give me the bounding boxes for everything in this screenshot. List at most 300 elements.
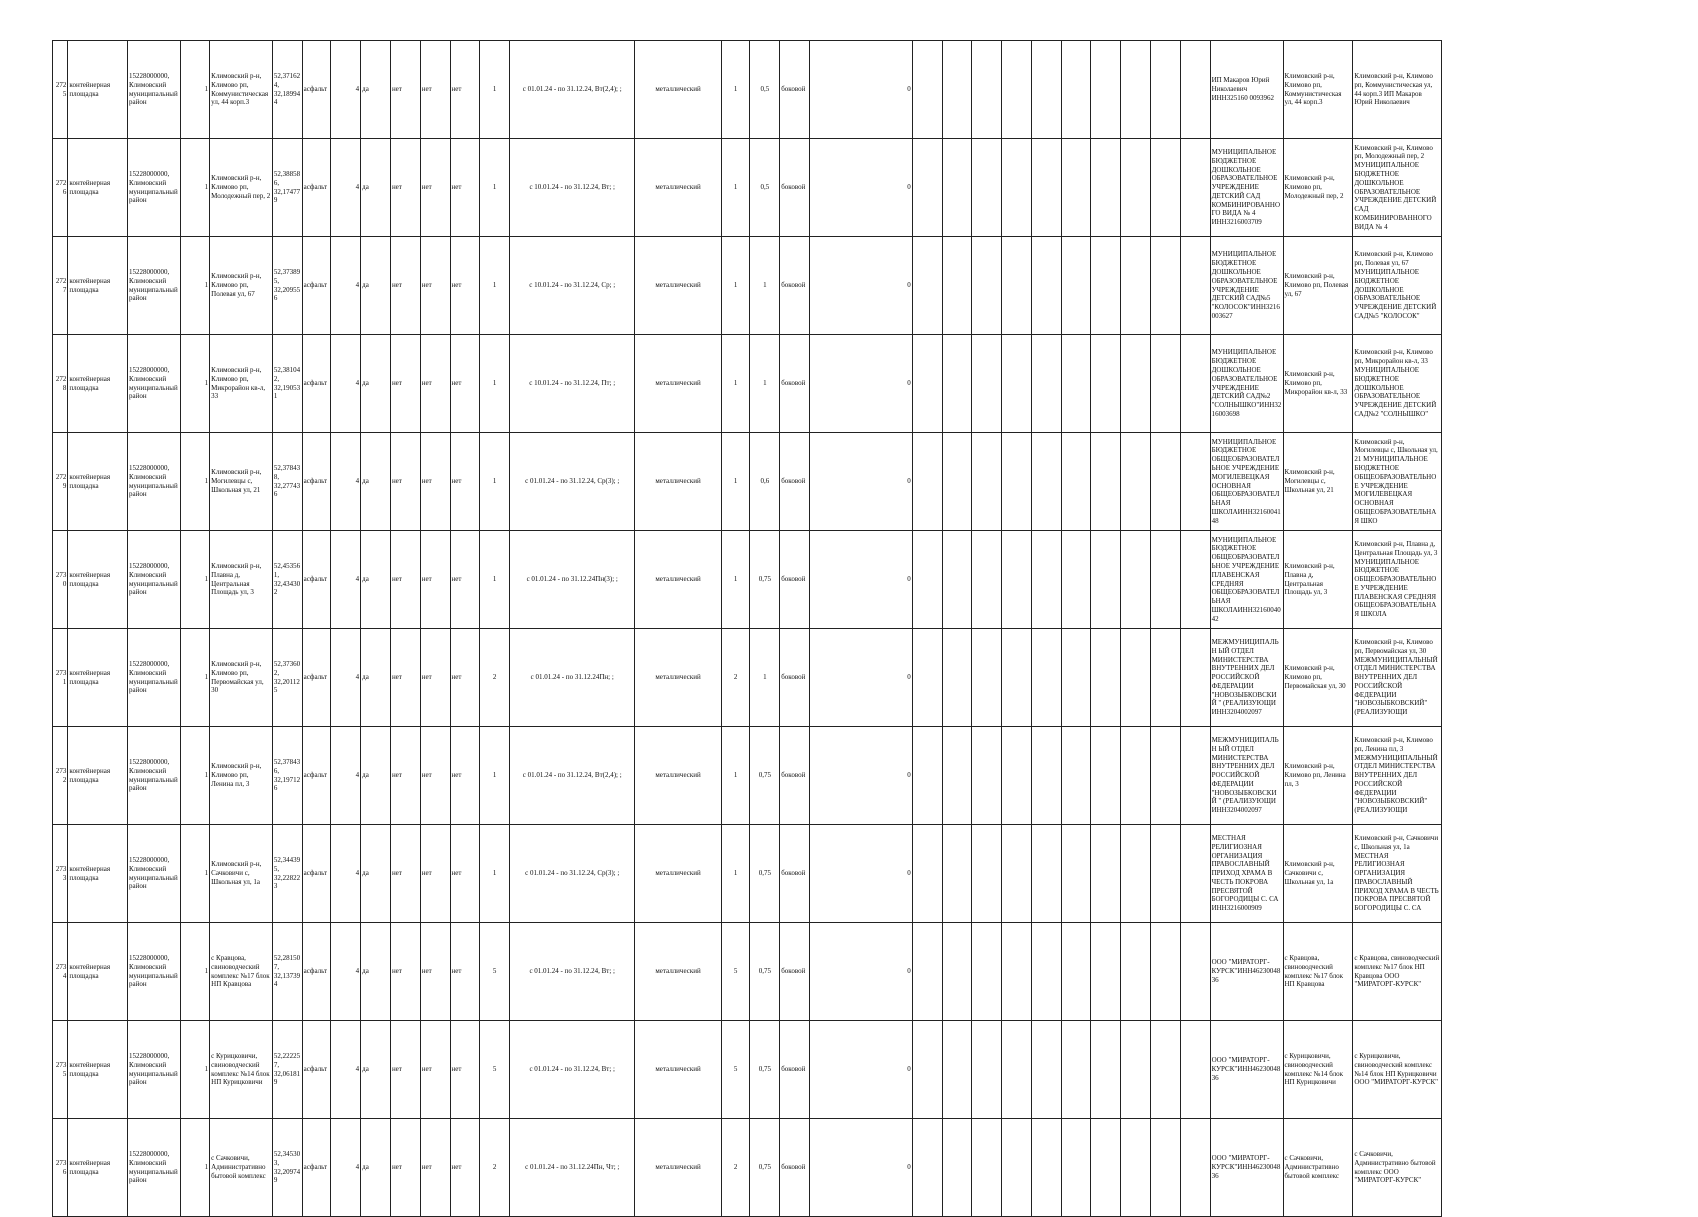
table-row <box>53 629 1442 727</box>
empty-cell <box>1151 433 1181 531</box>
owner-name: МУНИЦИПАЛЬНОЕ БЮДЖЕТНОЕ ДОШКОЛЬНОЕ ОБРАЗОВАТЕЛЬНОЕ УЧРЕЖДЕНИЕ ДЕТСКИЙ САД№2 "СОЛНЫШКО"ИНН32 16003698 <box>1210 335 1283 433</box>
container-count: 1 <box>480 433 510 531</box>
owner-name: МЕЖМУНИЦИПАЛЬН ЫЙ ОТДЕЛ МИНИСТЕРСТВА ВНУТРЕННИХ ДЕЛ РОССИЙСКОЙ ФЕДЕРАЦИИ "НОВОЗЫБКОВСКИЙ " (РЕАЛИЗУЮЩИ ИНН3204002097 <box>1210 727 1283 825</box>
container-material: металлический <box>635 41 721 139</box>
loading-type: боковой <box>780 727 810 825</box>
table-row <box>53 237 1442 335</box>
empty-cell <box>1061 629 1091 727</box>
empty-cell <box>1121 923 1151 1021</box>
owner-name: ООО "МИРАТОРГ-КУРСК"ИНН46230048 36 <box>1210 923 1283 1021</box>
surface-type: асфальт <box>302 41 331 139</box>
site-address: с Кравцова, свиноводческий комплекс №17 блок НП Кравцова <box>210 923 273 1021</box>
coordinates: 52,37360 2, 32,20112 5 <box>272 629 302 727</box>
empty-cell <box>912 923 942 1021</box>
site-address: с Сачковичи, Административно бытовой комплекс <box>210 1119 273 1217</box>
surface-type: асфальт <box>302 923 331 1021</box>
empty-cell <box>972 923 1002 1021</box>
empty-cell <box>1002 335 1032 433</box>
flag-cell-10: нет <box>450 237 480 335</box>
site-address: с Курицковичи, свиноводческий комплекс №14 блок НП Курицковичи <box>210 1021 273 1119</box>
empty-cell <box>1002 1021 1032 1119</box>
fence-flag: да <box>361 629 391 727</box>
empty-cell <box>1151 1119 1181 1217</box>
empty-cell <box>1180 923 1210 1021</box>
empty-cell <box>942 1021 972 1119</box>
loading-type: боковой <box>780 237 810 335</box>
fence-flag: да <box>361 335 391 433</box>
site-type: контейнерная площадка <box>68 237 128 335</box>
municipality: 15228000000, Климовский муниципальный район <box>127 433 180 531</box>
schedule: с 01.01.24 - по 31.12.24, Вт(2,4); ; <box>510 727 635 825</box>
empty-cell <box>942 629 972 727</box>
container-qty: 1 <box>721 531 750 629</box>
coordinates: 52,28150 7, 32,13739 4 <box>272 923 302 1021</box>
empty-cell <box>1180 629 1210 727</box>
row-number: 2733 <box>53 825 68 923</box>
owner-name: МУНИЦИПАЛЬНОЕ БЮДЖЕТНОЕ ДОШКОЛЬНОЕ ОБРАЗОВАТЕЛЬНОЕ УЧРЕЖДЕНИЕ ДЕТСКИЙ САД КОМБИНИРОВАННО ГО ВИДА № 4 ИНН3216003709 <box>1210 139 1283 237</box>
empty-cell <box>972 41 1002 139</box>
fence-flag: да <box>361 825 391 923</box>
empty-cell <box>1002 727 1032 825</box>
empty-cell <box>972 139 1002 237</box>
empty-cell <box>912 1119 942 1217</box>
flag-cell-10: нет <box>450 335 480 433</box>
roof-flag: нет <box>390 825 420 923</box>
empty-cell <box>1121 433 1151 531</box>
empty-cell <box>1031 1021 1061 1119</box>
container-volume: 0,75 <box>750 825 780 923</box>
container-qty: 1 <box>721 41 750 139</box>
empty-cell <box>1180 1021 1210 1119</box>
flag-cell-10: нет <box>450 825 480 923</box>
empty-cell <box>942 41 972 139</box>
area-value: 4 <box>331 41 361 139</box>
flag-cell: 1 <box>181 727 210 825</box>
municipality: 15228000000, Климовский муниципальный район <box>127 825 180 923</box>
schedule: с 01.01.24 - по 31.12.24, Вт; ; <box>510 1021 635 1119</box>
waste-source: Климовский р-н, Климово рп, Коммунистическая ул, 44 корп.3 ИП Макаров Юрий Николаевич <box>1353 41 1442 139</box>
fence-flag: да <box>361 531 391 629</box>
empty-cell <box>1091 335 1121 433</box>
registry-table <box>52 40 1442 1217</box>
empty-cell <box>972 629 1002 727</box>
schedule: с 01.01.24 - по 31.12.24Пн(3); ; <box>510 531 635 629</box>
zero-value: 0 <box>810 335 913 433</box>
owner-address: с Курицковичи, свиноводческий комплекс №14 блок НП Курицковичи <box>1283 1021 1353 1119</box>
flag-cell: 1 <box>181 433 210 531</box>
owner-address: Климовский р-н, Климово рп, Микрорайон кв-л, 33 <box>1283 335 1353 433</box>
fence-flag: да <box>361 1119 391 1217</box>
empty-cell <box>1031 237 1061 335</box>
flag-cell-9: нет <box>420 237 450 335</box>
container-count: 1 <box>480 41 510 139</box>
fence-flag: да <box>361 1021 391 1119</box>
flag-cell-10: нет <box>450 531 480 629</box>
site-address: Климовский р-н, Климово рп, Коммунистическая ул, 44 корп.3 <box>210 41 273 139</box>
municipality: 15228000000, Климовский муниципальный район <box>127 629 180 727</box>
schedule: с 10.01.24 - по 31.12.24, Вт; ; <box>510 139 635 237</box>
coordinates: 52,37162 4, 32,18994 4 <box>272 41 302 139</box>
table-row <box>53 531 1442 629</box>
flag-cell-10: нет <box>450 923 480 1021</box>
empty-cell <box>1002 139 1032 237</box>
flag-cell-9: нет <box>420 41 450 139</box>
empty-cell <box>942 139 972 237</box>
empty-cell <box>1091 727 1121 825</box>
empty-cell <box>972 727 1002 825</box>
empty-cell <box>1061 923 1091 1021</box>
flag-cell-10: нет <box>450 629 480 727</box>
empty-cell <box>942 531 972 629</box>
site-type: контейнерная площадка <box>68 825 128 923</box>
flag-cell-10: нет <box>450 1119 480 1217</box>
container-count: 2 <box>480 629 510 727</box>
row-number: 2735 <box>53 1021 68 1119</box>
site-address: Климовский р-н, Плавна д, Центральная Площадь ул, 3 <box>210 531 273 629</box>
container-qty: 1 <box>721 335 750 433</box>
container-material: металлический <box>635 727 721 825</box>
empty-cell <box>912 825 942 923</box>
empty-cell <box>942 1119 972 1217</box>
empty-cell <box>1002 1119 1032 1217</box>
owner-address: Климовский р-н, Климово рп, Первомайская ул, 30 <box>1283 629 1353 727</box>
municipality: 15228000000, Климовский муниципальный район <box>127 41 180 139</box>
flag-cell-9: нет <box>420 727 450 825</box>
row-number: 2726 <box>53 139 68 237</box>
empty-cell <box>1091 237 1121 335</box>
zero-value: 0 <box>810 1119 913 1217</box>
area-value: 4 <box>331 923 361 1021</box>
site-type: контейнерная площадка <box>68 727 128 825</box>
fence-flag: да <box>361 139 391 237</box>
loading-type: боковой <box>780 139 810 237</box>
empty-cell <box>1061 1021 1091 1119</box>
site-address: Климовский р-н, Могилевцы с, Школьная ул, 21 <box>210 433 273 531</box>
empty-cell <box>1061 335 1091 433</box>
empty-cell <box>942 335 972 433</box>
empty-cell <box>1180 237 1210 335</box>
container-count: 1 <box>480 237 510 335</box>
owner-name: МУНИЦИПАЛЬНОЕ БЮДЖЕТНОЕ ОБЩЕОБРАЗОВАТЕЛ ЬНОЕ УЧРЕЖДЕНИЕ ПЛАВЕНСКАЯ СРЕДНЯЯ ОБЩЕОБРАЗОВАТЕЛ ЬНАЯ ШКОЛАИНН32160040 42 <box>1210 531 1283 629</box>
schedule: с 01.01.24 - по 31.12.24Пн; ; <box>510 629 635 727</box>
surface-type: асфальт <box>302 531 331 629</box>
container-material: металлический <box>635 531 721 629</box>
site-address: Климовский р-н, Климово рп, Молодежный пер, 2 <box>210 139 273 237</box>
row-number: 2728 <box>53 335 68 433</box>
container-count: 5 <box>480 1021 510 1119</box>
site-type: контейнерная площадка <box>68 1021 128 1119</box>
empty-cell <box>1002 237 1032 335</box>
flag-cell-9: нет <box>420 629 450 727</box>
row-number: 2725 <box>53 41 68 139</box>
schedule: с 10.01.24 - по 31.12.24, Пт; ; <box>510 335 635 433</box>
waste-source: Климовский р-н, Климово рп, Первомайская ул, 30 МЕЖМУНИЦИПАЛЬНЫЙ ОТДЕЛ МИНИСТЕРСТВА ВНУТРЕННИХ ДЕЛ РОССИЙСКОЙ ФЕДЕРАЦИИ "НОВОЗЫБКОВСКИЙ" (РЕАЛИЗУЮЩИ <box>1353 629 1442 727</box>
table-row <box>53 1021 1442 1119</box>
row-number: 2727 <box>53 237 68 335</box>
flag-cell-9: нет <box>420 139 450 237</box>
flag-cell: 1 <box>181 1119 210 1217</box>
flag-cell-9: нет <box>420 335 450 433</box>
surface-type: асфальт <box>302 1021 331 1119</box>
zero-value: 0 <box>810 139 913 237</box>
flag-cell: 1 <box>181 41 210 139</box>
owner-name: ООО "МИРАТОРГ-КУРСК"ИНН46230048 36 <box>1210 1021 1283 1119</box>
empty-cell <box>1180 139 1210 237</box>
empty-cell <box>1121 629 1151 727</box>
empty-cell <box>1121 237 1151 335</box>
empty-cell <box>1031 335 1061 433</box>
empty-cell <box>912 139 942 237</box>
fence-flag: да <box>361 923 391 1021</box>
site-type: контейнерная площадка <box>68 139 128 237</box>
coordinates: 52,37843 6, 32,19712 6 <box>272 727 302 825</box>
empty-cell <box>1061 531 1091 629</box>
area-value: 4 <box>331 825 361 923</box>
municipality: 15228000000, Климовский муниципальный район <box>127 923 180 1021</box>
empty-cell <box>1121 41 1151 139</box>
empty-cell <box>1151 923 1181 1021</box>
site-address: Климовский р-н, Климово рп, Ленина пл, 3 <box>210 727 273 825</box>
container-volume: 0,75 <box>750 923 780 1021</box>
empty-cell <box>1031 531 1061 629</box>
empty-cell <box>1091 1021 1121 1119</box>
flag-cell-9: нет <box>420 433 450 531</box>
loading-type: боковой <box>780 923 810 1021</box>
roof-flag: нет <box>390 139 420 237</box>
container-volume: 0,75 <box>750 1021 780 1119</box>
loading-type: боковой <box>780 629 810 727</box>
container-volume: 0,5 <box>750 41 780 139</box>
loading-type: боковой <box>780 433 810 531</box>
empty-cell <box>972 1021 1002 1119</box>
area-value: 4 <box>331 1021 361 1119</box>
empty-cell <box>1031 727 1061 825</box>
zero-value: 0 <box>810 41 913 139</box>
row-number: 2734 <box>53 923 68 1021</box>
empty-cell <box>972 433 1002 531</box>
schedule: с 01.01.24 - по 31.12.24, Ср(3); ; <box>510 433 635 531</box>
row-number: 2730 <box>53 531 68 629</box>
table-row <box>53 825 1442 923</box>
site-type: контейнерная площадка <box>68 1119 128 1217</box>
coordinates: 52,45356 1, 32,43430 2 <box>272 531 302 629</box>
empty-cell <box>1180 825 1210 923</box>
owner-name: ООО "МИРАТОРГ-КУРСК"ИНН46230048 36 <box>1210 1119 1283 1217</box>
table-row <box>53 433 1442 531</box>
container-material: металлический <box>635 433 721 531</box>
row-number: 2729 <box>53 433 68 531</box>
table-row <box>53 727 1442 825</box>
surface-type: асфальт <box>302 825 331 923</box>
empty-cell <box>1180 335 1210 433</box>
empty-cell <box>1151 139 1181 237</box>
site-type: контейнерная площадка <box>68 335 128 433</box>
empty-cell <box>1061 139 1091 237</box>
container-material: металлический <box>635 825 721 923</box>
coordinates: 52,37843 8, 32,27743 6 <box>272 433 302 531</box>
roof-flag: нет <box>390 237 420 335</box>
container-volume: 1 <box>750 335 780 433</box>
roof-flag: нет <box>390 727 420 825</box>
zero-value: 0 <box>810 531 913 629</box>
empty-cell <box>1151 41 1181 139</box>
owner-name: МЕЖМУНИЦИПАЛЬН ЫЙ ОТДЕЛ МИНИСТЕРСТВА ВНУТРЕННИХ ДЕЛ РОССИЙСКОЙ ФЕДЕРАЦИИ "НОВОЗЫБКОВСКИЙ " (РЕАЛИЗУЮЩИ ИНН3204002097 <box>1210 629 1283 727</box>
area-value: 4 <box>331 139 361 237</box>
flag-cell: 1 <box>181 825 210 923</box>
container-count: 5 <box>480 923 510 1021</box>
municipality: 15228000000, Климовский муниципальный район <box>127 1119 180 1217</box>
empty-cell <box>1180 727 1210 825</box>
empty-cell <box>1002 433 1032 531</box>
empty-cell <box>942 923 972 1021</box>
municipality: 15228000000, Климовский муниципальный район <box>127 139 180 237</box>
empty-cell <box>1121 531 1151 629</box>
coordinates: 52,38104 2, 32,19053 1 <box>272 335 302 433</box>
empty-cell <box>912 335 942 433</box>
loading-type: боковой <box>780 335 810 433</box>
table-row <box>53 41 1442 139</box>
flag-cell-10: нет <box>450 41 480 139</box>
flag-cell-9: нет <box>420 923 450 1021</box>
municipality: 15228000000, Климовский муниципальный район <box>127 1021 180 1119</box>
container-material: металлический <box>635 237 721 335</box>
surface-type: асфальт <box>302 139 331 237</box>
container-count: 1 <box>480 335 510 433</box>
loading-type: боковой <box>780 1119 810 1217</box>
container-volume: 0,6 <box>750 433 780 531</box>
area-value: 4 <box>331 727 361 825</box>
coordinates: 52,34530 3, 32,20974 9 <box>272 1119 302 1217</box>
table-row <box>53 923 1442 1021</box>
container-qty: 1 <box>721 139 750 237</box>
container-material: металлический <box>635 1119 721 1217</box>
empty-cell <box>912 1021 942 1119</box>
container-volume: 1 <box>750 237 780 335</box>
waste-source: Климовский р-н, Климово рп, Молодежный пер, 2 МУНИЦИПАЛЬНОЕ БЮДЖЕТНОЕ ДОШКОЛЬНОЕ ОБРАЗОВАТЕЛЬНОЕ УЧРЕЖДЕНИЕ ДЕТСКИЙ САД КОМБИНИРОВАННОГО ВИДА № 4 <box>1353 139 1442 237</box>
site-address: Климовский р-н, Климово рп, Полевая ул, 67 <box>210 237 273 335</box>
empty-cell <box>1031 923 1061 1021</box>
zero-value: 0 <box>810 923 913 1021</box>
empty-cell <box>1180 1119 1210 1217</box>
empty-cell <box>942 727 972 825</box>
roof-flag: нет <box>390 1119 420 1217</box>
zero-value: 0 <box>810 727 913 825</box>
roof-flag: нет <box>390 923 420 1021</box>
area-value: 4 <box>331 531 361 629</box>
owner-name: МЕСТНАЯ РЕЛИГИОЗНАЯ ОРГАНИЗАЦИЯ ПРАВОСЛАВНЫЙ ПРИХОД ХРАМА В ЧЕСТЬ ПОКРОВА ПРЕСВЯТОЙ БОГОРОДИЦЫ С. СА ИНН3216000909 <box>1210 825 1283 923</box>
container-volume: 0,75 <box>750 1119 780 1217</box>
flag-cell: 1 <box>181 335 210 433</box>
container-count: 1 <box>480 531 510 629</box>
empty-cell <box>972 237 1002 335</box>
empty-cell <box>1091 629 1121 727</box>
owner-address: Климовский р-н, Климово рп, Молодежный пер, 2 <box>1283 139 1353 237</box>
area-value: 4 <box>331 335 361 433</box>
container-qty: 1 <box>721 825 750 923</box>
waste-source: Климовский р-н, Могилевцы с, Школьная ул, 21 МУНИЦИПАЛЬНОЕ БЮДЖЕТНОЕ ОБЩЕОБРАЗОВАТЕЛЬНО Е УЧРЕЖДЕНИЕ МОГИЛЕВЕЦКАЯ ОСНОВНАЯ ОБЩЕОБРАЗОВАТЕЛЬНА Я ШКО <box>1353 433 1442 531</box>
empty-cell <box>1061 825 1091 923</box>
roof-flag: нет <box>390 629 420 727</box>
flag-cell: 1 <box>181 1021 210 1119</box>
container-volume: 0,5 <box>750 139 780 237</box>
site-type: контейнерная площадка <box>68 433 128 531</box>
empty-cell <box>1091 41 1121 139</box>
container-count: 1 <box>480 139 510 237</box>
waste-source: с Кравцова, свиноводческий комплекс №17 блок НП Кравцова ООО "МИРАТОРГ-КУРСК" <box>1353 923 1442 1021</box>
empty-cell <box>912 629 942 727</box>
flag-cell: 1 <box>181 531 210 629</box>
empty-cell <box>942 825 972 923</box>
flag-cell-9: нет <box>420 1119 450 1217</box>
container-material: металлический <box>635 629 721 727</box>
schedule: с 01.01.24 - по 31.12.24Пн, Чт; ; <box>510 1119 635 1217</box>
schedule: с 01.01.24 - по 31.12.24, Ср(3); ; <box>510 825 635 923</box>
loading-type: боковой <box>780 531 810 629</box>
empty-cell <box>912 433 942 531</box>
empty-cell <box>1031 41 1061 139</box>
coordinates: 52,22225 7, 32,06181 9 <box>272 1021 302 1119</box>
owner-address: Климовский р-н, Климово рп, Полевая ул, 67 <box>1283 237 1353 335</box>
roof-flag: нет <box>390 1021 420 1119</box>
empty-cell <box>1121 139 1151 237</box>
empty-cell <box>912 531 942 629</box>
empty-cell <box>1121 335 1151 433</box>
fence-flag: да <box>361 727 391 825</box>
empty-cell <box>1031 825 1061 923</box>
municipality: 15228000000, Климовский муниципальный район <box>127 531 180 629</box>
owner-name: ИП Макаров Юрий Николаевич ИНН325160 0093962 <box>1210 41 1283 139</box>
row-number: 2732 <box>53 727 68 825</box>
coordinates: 52,38858 6, 32,17477 9 <box>272 139 302 237</box>
empty-cell <box>1091 433 1121 531</box>
surface-type: асфальт <box>302 1119 331 1217</box>
container-material: металлический <box>635 335 721 433</box>
empty-cell <box>972 335 1002 433</box>
owner-address: Климовский р-н, Сачковичи с, Школьная ул, 1а <box>1283 825 1353 923</box>
empty-cell <box>1031 139 1061 237</box>
empty-cell <box>1091 531 1121 629</box>
empty-cell <box>1151 727 1181 825</box>
empty-cell <box>1031 629 1061 727</box>
flag-cell: 1 <box>181 237 210 335</box>
waste-source: Климовский р-н, Климово рп, Ленина пл, 3 МЕЖМУНИЦИПАЛЬНЫЙ ОТДЕЛ МИНИСТЕРСТВА ВНУТРЕННИХ ДЕЛ РОССИЙСКОЙ ФЕДЕРАЦИИ "НОВОЗЫБКОВСКИЙ" (РЕАЛИЗУЮЩИ <box>1353 727 1442 825</box>
flag-cell-10: нет <box>450 433 480 531</box>
roof-flag: нет <box>390 433 420 531</box>
area-value: 4 <box>331 433 361 531</box>
empty-cell <box>1091 923 1121 1021</box>
site-address: Климовский р-н, Климово рп, Первомайская ул, 30 <box>210 629 273 727</box>
surface-type: асфальт <box>302 335 331 433</box>
container-volume: 0,75 <box>750 531 780 629</box>
empty-cell <box>1061 433 1091 531</box>
empty-cell <box>1061 727 1091 825</box>
container-material: металлический <box>635 139 721 237</box>
empty-cell <box>1151 825 1181 923</box>
loading-type: боковой <box>780 825 810 923</box>
flag-cell-9: нет <box>420 531 450 629</box>
empty-cell <box>942 433 972 531</box>
container-volume: 1 <box>750 629 780 727</box>
container-material: металлический <box>635 923 721 1021</box>
site-type: контейнерная площадка <box>68 41 128 139</box>
site-type: контейнерная площадка <box>68 629 128 727</box>
waste-source: с Сачковичи, Административно бытовой комплекс ООО "МИРАТОРГ-КУРСК" <box>1353 1119 1442 1217</box>
municipality: 15228000000, Климовский муниципальный район <box>127 727 180 825</box>
row-number: 2736 <box>53 1119 68 1217</box>
container-material: металлический <box>635 1021 721 1119</box>
empty-cell <box>972 1119 1002 1217</box>
roof-flag: нет <box>390 531 420 629</box>
